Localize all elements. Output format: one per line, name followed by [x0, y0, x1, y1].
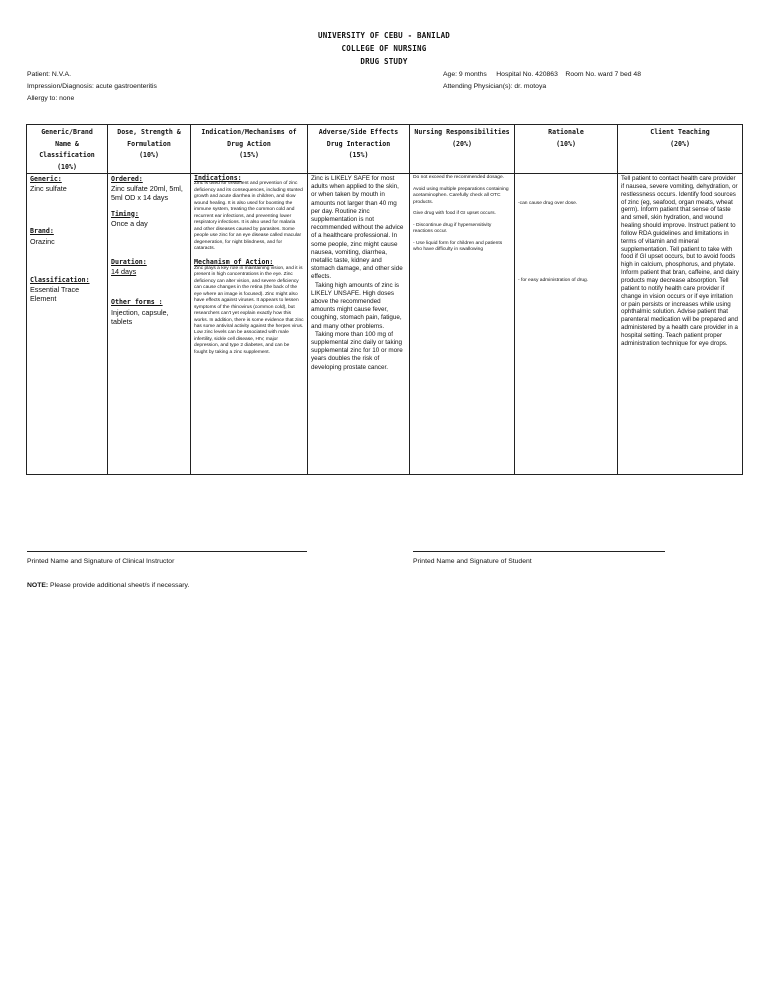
col-header-generic: Generic/Brand Name & Classification (10%): [27, 125, 108, 174]
ordered-label: Ordered:: [111, 175, 143, 183]
attending-physician: Attending Physician(s): dr. motoya: [443, 83, 547, 90]
nursing-item-4: - Discontinue drug if hypersensitivity reactions occur.: [413, 222, 492, 234]
ordered-value: Zinc sulfate 20ml, 5ml, 5ml OD x 14 days: [111, 184, 183, 203]
duration-label: Duration:: [111, 258, 147, 267]
rationale-item-2: - for easy administration of drug.: [518, 277, 589, 283]
university-title: UNIVERSITY OF CEBU - BANILAD: [317, 31, 451, 40]
mechanism-label: Mechanism of Action:: [194, 258, 274, 267]
classification-value: Essential Trace Element: [30, 285, 80, 304]
timing-value: Once a day: [111, 218, 148, 228]
adverse-paragraph-3: Taking more than 100 mg of supplemental zinc daily or taking supplemental zinc for 10 or more years doubles the risk of developing prostate cancer.: [311, 330, 403, 371]
nursing-item-3: Give drug with food if GI upset occurs.: [413, 211, 496, 216]
generic-label: Generic:: [30, 175, 62, 183]
table-row: [27, 174, 743, 475]
note-text: Please provide additional sheet/s if necessary.: [50, 582, 190, 589]
adverse-cell: [308, 174, 410, 475]
student-signature-line: [413, 551, 665, 552]
diagnosis: Impression/Diagnosis: acute gastroenteritis: [27, 83, 157, 90]
footer-note: [27, 582, 189, 589]
indications-text: Zinc is used for treatment and prevention of zinc deficiency and its consequences, including stunted growth and acute diarrhea in children, and slow wound healing. It is also used for boosting the immune system, treating the common cold and recurrent ear infections, and preventing lower respiratory infections. It is also used for malaria and other diseases caused by parasites. Some people use zinc for an eye disease called macular degeneration, for night blindness, and for cataracts.: [194, 181, 303, 251]
drug-study-table: [26, 124, 743, 475]
timing-label: Timing:: [111, 209, 139, 218]
col-header-dose: Dose, Strength & Formulation (10%): [108, 125, 191, 174]
generic-value: Zinc sulfate: [30, 184, 67, 194]
adverse-paragraph-2: Taking high amounts of zinc is LIKELY UNSAFE. High doses above the recommended amounts might cause fever, coughing, stomach pain, fatigue, and many other problems.: [311, 281, 402, 330]
indications-label: Indications:: [194, 174, 242, 182]
indication-cell: [191, 174, 308, 475]
form-title: DRUG STUDY: [360, 57, 408, 66]
other-forms-value: Injection, capsule, tablets: [111, 307, 169, 326]
student-signature-label: Printed Name and Signature of Student: [413, 558, 532, 565]
col-header-adverse: Adverse/Side Effects Drug Interaction (15%): [308, 125, 410, 174]
allergy: Allergy to: none: [27, 95, 75, 102]
adverse-paragraph-1: Zinc is LIKELY SAFE for most adults when applied to the skin, or when taken by mouth in amounts not larger than 40 mg per day. Routine zinc supplementation is not recommended without the advice of a healthcare professional. In some people, zinc might cause nausea, vomiting, diarrhea, metallic taste, kidney and stomach damage, and other side effects.: [311, 175, 404, 281]
nursing-item-1: Do not exceed the recommended dosage.: [413, 175, 505, 180]
age-hospital-room: Age: 9 months Hospital No. 420863 Room No. ward 7 bed 48: [443, 71, 641, 78]
classification-label: Classification:: [30, 275, 90, 284]
client-teaching-text: Tell patient to contact health care provider if nausea, severe vomiting, dehydration, or restlessness occurs. Identify food sources of zinc (eg, seafood, organ meats, wheat germ). Inform patient that sense of taste and smell, skin hydration, and wound healing should improve. Instruct patient to follow RDA guidelines and limitations in terms of vitamin and mineral supplementation. Tell patient to take with food if GI upset occurs, but to avoid foods high in calcium, phosphorus, and phytate. Inform patient that bran, caffeine, and dairy products may decrease absorption. Tell patient to notify health care provider if change in vision occurs or if eye irritation or pain persists or increases while using ophthalmic solution. Advise patient that parenteral medication will be prepared and administered by a health care provider in a hospital setting. Teach patient proper administration technique for eye drops.: [621, 175, 739, 347]
mechanism-text: Zinc plays a key role in maintaining vision, and it is present in high concentrations in the eye. Zinc deficiency can alter vision, and severe deficiency can cause changes in the retina (the back of the eye where an image is focused). Zinc might also have effects against viruses. It appears to lessen symptoms of the rhinovirus (common cold), but researchers can't yet explain exactly how this works. In addition, there is some evidence that zinc has some antiviral activity against the herpes virus. Low zinc levels can be associated with male infertility, sickle cell disease, HIV, major depression, and type 2 diabetes, and can be fought by taking a zinc supplement.: [194, 265, 304, 355]
rationale-item-1: -can cause drug over dose.: [518, 201, 578, 206]
instructor-signature-line: [27, 551, 307, 552]
instructor-signature-label: Printed Name and Signature of Clinical Instructor: [27, 558, 175, 565]
teaching-cell: [618, 174, 743, 475]
col-header-nursing: Nursing Responsibilities (20%): [410, 125, 515, 174]
rationale-cell: [515, 174, 618, 475]
other-forms-label: Other forms :: [111, 298, 163, 307]
brand-value: Orazinc: [30, 236, 55, 246]
brand-label: Brand:: [30, 227, 54, 236]
nursing-cell: [410, 174, 515, 475]
col-header-rationale: Rationale (10%): [515, 125, 618, 174]
table-header-row: [27, 125, 743, 174]
note-label: NOTE:: [27, 582, 49, 589]
col-header-indication: Indication/Mechanisms of Drug Action (15%): [191, 125, 308, 174]
nursing-item-5: - Use liquid form for children and patients who have difficulty in swallowing: [413, 240, 503, 252]
college-title: COLLEGE OF NURSING: [341, 44, 427, 53]
patient-name: Patient: N.V.A.: [27, 71, 71, 78]
generic-cell: [27, 174, 108, 475]
duration-value: 14 days: [111, 267, 137, 277]
col-header-teaching: Client Teaching (20%): [618, 125, 743, 174]
dose-cell: [108, 174, 191, 475]
nursing-item-2: Avoid using multiple preparations containing acetaminophen. Carefully check all OTC products.: [413, 186, 509, 205]
